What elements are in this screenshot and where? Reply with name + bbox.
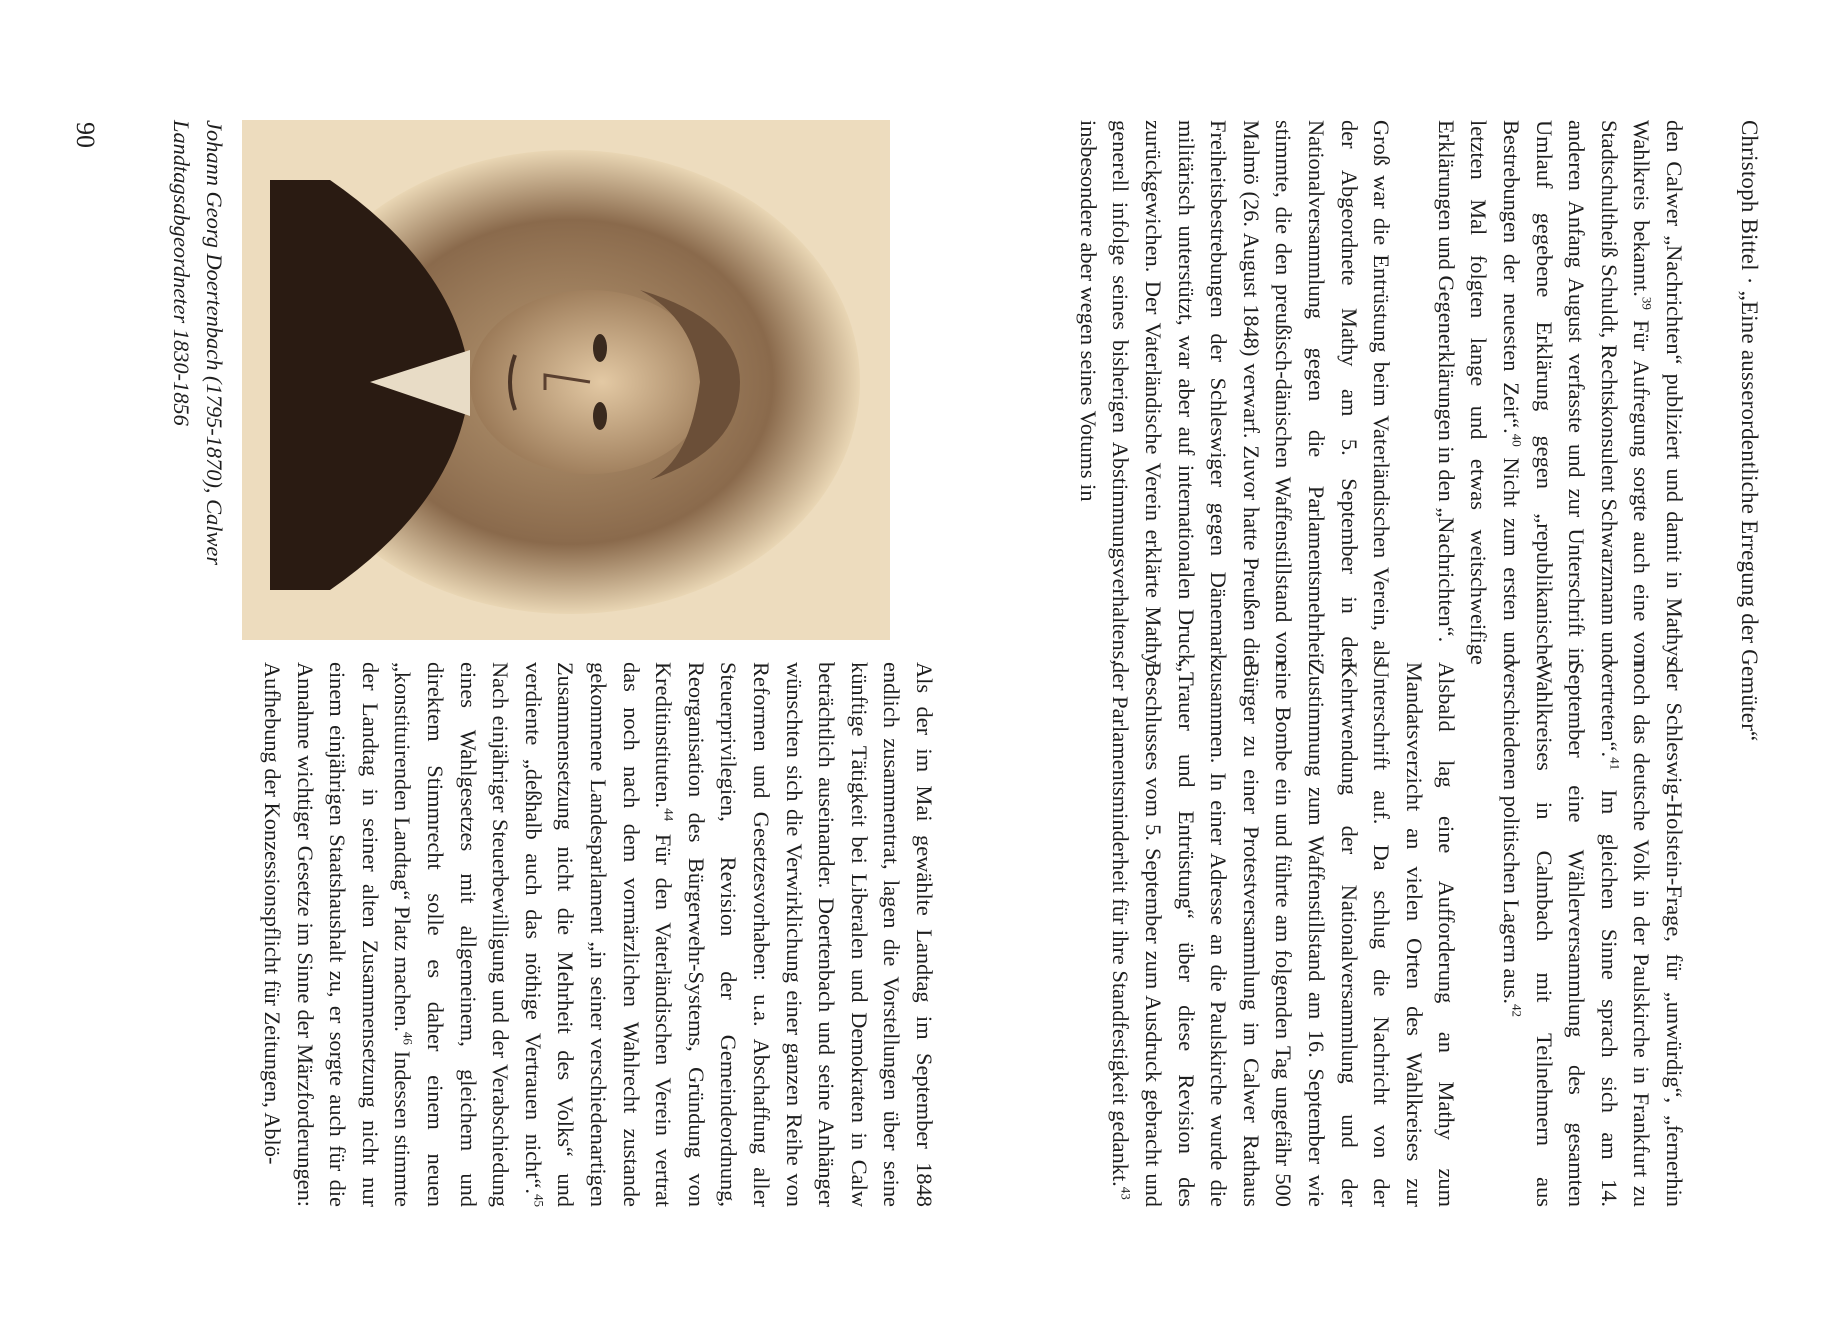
portrait-photo — [242, 120, 890, 640]
page-number: 90 — [71, 122, 100, 148]
paragraph: Alsbald lag eine Aufforderung an Mathy zum Mandatsverzicht an vielen Orten des Wahlkreises zur Unterschrift auf. Da schlug die Nachricht von der Kehrtwendung der Nationalversammlung und der Zustimmung zum Waffenstillstand am 16. September wie eine Bombe ein und führte am folgenden Tag ungefähr 500 Bürger zu einer Protestversammlung im Calwer Rathaus zusammen. In einer Adresse an die Paulskirche wurde die „Trauer und Entrüstung“ über diese Revision des Beschlusses vom 5. September zum Ausdruck gebracht und der Parlamentsminderheit für ihre Standfestigkeit gedankt.$^{43}$ — [1108, 662, 1460, 1207]
paragraph: Groß war die Entrüstung beim Vaterländischen Verein, als der Abgeordnete Mathy am 5. September in der Nationalversammlung gegen die Parlamentsmehrheit stimmte, die den preußisch-dänischen Waffenstillstand von Malmö (26. August 1848) verwarf. Zuvor hatte Preußen die Freiheitsbestrebungen der Schleswiger gegen Dänemark militärisch unterstützt, war aber auf internationalen Druck zurückgewichen. Der Vaterländische Verein erklärte Mathy generell infolge seines bisherigen Abstimmungsverhaltens, insbesondere aber wegen seines Votums in — [1075, 120, 1395, 665]
paragraph: Als der im Mai gewählte Landtag im September 1848 endlich zusammentrat, lagen die Vorstellungen über seine künftige Tätigkeit bei Liberalen und Demokraten in Calw beträchtlich auseinander. Doertenbach und seine Anhänger wünschten sich die Verwirklichung einer ganzen Reihe von Reformen und Gesetzesvorhaben: u.a. Abschaffung aller Steuerprivilegien, Revision der Gemeindeordnung, Reorganisation des Bürgerwehr-Systems, Gründung von Kreditinstituten.$^{44}$ Für den Vaterländischen Verein vertrat das noch nach dem vormärzlichen Wahlrecht zustande gekommene Landesparlament „in seiner verschiedenartigen Zusammensetzung nicht die Mehrheit des Volks“ und verdiente „deßhalb auch das nöthige Vertrauen nicht“.$^{45}$ Nach einjähriger Steuerbewilligung und der Verabschiedung eines Wahlgesetzes mit allgemeinem, gleichem und direktem Stimmrecht solle es daher einem neuen „konstituirenden Landtag“ Platz machen.$^{46}$ Indessen stimmte der Landtag in seiner alten Zusammensetzung nicht nur einem einjährigen Staatshaushalt zu, er sorgte auch für die Annahme wichtiger Gesetze im Sinne der Märzforderungen: Aufhebung der Konzessionspflicht für Zeitungen, Ablö- — [260, 662, 937, 1207]
photo-caption: Johann Georg Doertenbach (1795-1870), Calwer Landtagsabgeordneter 1830-1856 — [169, 120, 227, 566]
column-lower-right — [256, 662, 940, 1207]
column-upper-right — [1104, 662, 1690, 1207]
column-upper-left — [1071, 120, 1690, 665]
paragraph: der Schleswig-Holstein-Frage, für „unwürdig“, „fernerhin noch das deutsche Volk in der Paulskirche in Frankfurt zu vertreten“.$^{41}$ Im gleichen Sinne sprach sich am 14. September eine Wählerversammlung des gesamten Wahlkreises in Calmbach mit Teilnehmern aus verschiedenen politischen Lagern aus.$^{42}$ — [1499, 662, 1687, 1207]
paragraph: den Calwer „Nachrichten“ publiziert und damit in Mathys Wahlkreis bekannt.$^{39}$ Für Aufregung sorgte auch eine von Stadtschultheiß Schuldt, Rechtskonsulent Schwarzmann und anderen Anfang August verfasste und zur Unterschrift in Umlauf gegebene Erklärung gegen „republikanische Bestrebungen der neuesten Zeit“.$^{40}$ Nicht zum ersten und letzten Mal folgten lange und etwas weitschweifige Erklärungen und Gegenerklärungen in den „Nachrichten“. — [1433, 120, 1687, 665]
running-header: Christoph Bittel · „Eine ausserordentliche Erregung der Gemüter“ — [1737, 120, 1762, 742]
